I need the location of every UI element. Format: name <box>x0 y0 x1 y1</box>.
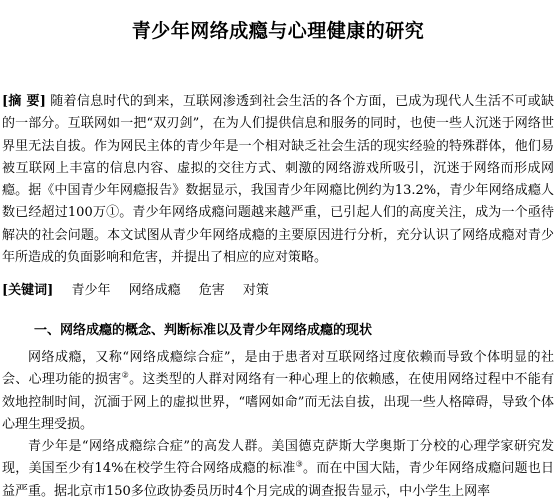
abstract-text: 随着信息时代的到来，互联网渗透到社会生活的各个方面，已成为现代人生活不可或缺的一部分。互联网如一把“双刃剑”，在为人们提供信息和服务的同时，也使一些人沉迷于网络世界里无法自拔。作为网民主体的青少年是一个相对缺乏社会生活的现实经验的特殊群体，他们易被互联网上丰富的信息内容、虚拟的交往方式、刺激的网络游戏所吸引，沉迷于网络而形成网瘾。据《中国青少年网瘾报告》数据显示，我国青少年网瘾比例约为13.2%，青少年网络成瘾人数已经超过100万①。青少年网络成瘾问题越来越严重，已引起人们的高度关注，成为一个亟待解决的社会问题。本文试图从青少年网络成瘾的主要原因进行分析，充分认识了网络成瘾对青少年所造成的负面影响和危害，并提出了相应的应对策略。 <box>2 94 555 266</box>
paragraph-text: 。这类型的人群对网络有一种心理上的依赖感，在使用网络过程中不能有效地控制时间，沉湎于网上的虚拟世界，“嗜网如命”而无法自拔，出现一些人格障碍，导致个体心理生理受损。 <box>2 372 554 432</box>
footnote-marker: ② <box>121 370 130 380</box>
paragraph-text: 网络成瘾，又称“网络成瘾综合症”，是由于患者对互联网络过度依赖而导致个体明显的社会、心理功能的损害 <box>2 350 554 388</box>
keywords-line <box>2 280 554 302</box>
keyword-item: 对策 <box>242 283 269 298</box>
keyword-item: 青少年 <box>71 283 111 298</box>
document-title: 青少年网络成瘾与心理健康的研究 <box>131 20 425 42</box>
paragraph-text: 。而在中国大陆，青少年网络成瘾问题也日益严重。据北京市150多位政协委员历时4个月完成的调查报告显示，中小学生上网率 <box>2 461 554 499</box>
keywords-label: [关键词] <box>2 283 54 298</box>
body-paragraph <box>2 436 554 503</box>
section-heading: 一、网络成瘾的概念、判断标准以及青少年网络成瘾的现状 <box>34 323 373 338</box>
keyword-item: 危害 <box>198 283 225 298</box>
footnote-marker: ③ <box>295 459 303 469</box>
keyword-item: 网络成瘾 <box>128 283 181 298</box>
paragraph-text: 青少年是“网络成瘾综合症”的高发人群。美国德克萨斯大学奥斯丁分校的心理学家研究发现，美国至少有14%在校学生符合网络成瘾的标准 <box>2 439 554 477</box>
abstract-paragraph <box>2 91 554 269</box>
body-paragraph <box>2 347 554 436</box>
abstract-label: [摘 要] <box>2 94 46 109</box>
